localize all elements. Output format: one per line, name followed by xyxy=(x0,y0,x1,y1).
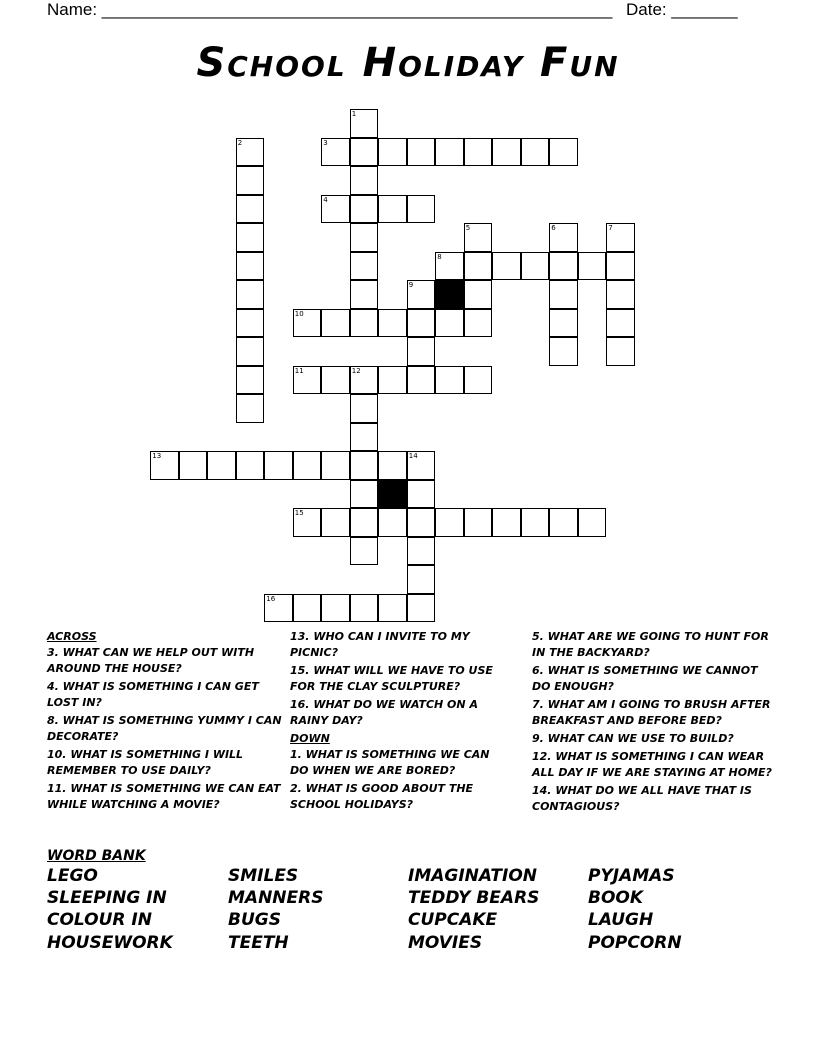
grid-cell[interactable] xyxy=(549,508,578,537)
grid-cell[interactable] xyxy=(521,138,550,167)
word-bank-word: COLOUR IN xyxy=(47,910,152,930)
grid-cell[interactable] xyxy=(549,138,578,167)
name-field[interactable]: Name: ______________________________________________________ xyxy=(47,0,613,19)
grid-cell[interactable] xyxy=(350,109,379,138)
grid-cell[interactable] xyxy=(350,537,379,566)
grid-cell[interactable] xyxy=(293,508,322,537)
word-bank-heading: WORD BANK xyxy=(47,848,146,864)
word-bank-word: SLEEPING IN xyxy=(47,888,167,908)
grid-cell[interactable] xyxy=(378,195,407,224)
clue-down-1: 1. WHAT IS SOMETHING WE CAN DO WHEN WE ARE BORED? xyxy=(290,748,490,777)
grid-cell[interactable] xyxy=(549,252,578,281)
grid-cell[interactable] xyxy=(236,195,265,224)
grid-cell[interactable] xyxy=(407,366,436,395)
clue-across-8: 8. WHAT IS SOMETHING YUMMY I CAN DECORATE? xyxy=(47,714,282,743)
grid-cell[interactable] xyxy=(549,223,578,252)
grid-cell[interactable] xyxy=(236,252,265,281)
clue-down-6: 6. WHAT IS SOMETHING WE CANNOT DO ENOUGH? xyxy=(532,664,758,693)
clue-number: 6 xyxy=(551,224,556,233)
grid-cell[interactable] xyxy=(350,594,379,623)
grid-cell[interactable] xyxy=(464,309,493,338)
grid-cell[interactable] xyxy=(464,138,493,167)
clue-number: 9 xyxy=(408,281,414,290)
grid-cell[interactable] xyxy=(150,451,179,480)
clue-number: 7 xyxy=(608,224,613,233)
grid-cell[interactable] xyxy=(435,508,464,537)
grid-cell[interactable] xyxy=(350,423,379,452)
grid-cell[interactable] xyxy=(236,309,265,338)
grid-cell[interactable] xyxy=(264,451,293,480)
grid-cell[interactable] xyxy=(492,508,521,537)
clue-down-2: 2. WHAT IS GOOD ABOUT THE SCHOOL HOLIDAYS? xyxy=(290,782,474,811)
grid-cell[interactable] xyxy=(350,252,379,281)
grid-cell[interactable] xyxy=(521,252,550,281)
grid-cell[interactable] xyxy=(407,195,436,224)
grid-cell[interactable] xyxy=(407,594,436,623)
clues-column-2 xyxy=(290,629,510,815)
grid-cell[interactable] xyxy=(435,138,464,167)
grid-cell[interactable] xyxy=(407,280,436,309)
clue-number: 4 xyxy=(323,195,328,204)
grid-cell[interactable] xyxy=(606,280,635,309)
grid-cell[interactable] xyxy=(350,138,379,167)
grid-cell[interactable] xyxy=(407,309,436,338)
grid-cell[interactable] xyxy=(236,366,265,395)
grid-cell[interactable] xyxy=(321,366,350,395)
word-bank-word: MANNERS xyxy=(228,888,324,908)
grid-cell[interactable] xyxy=(350,480,379,509)
clue-number: 1 xyxy=(351,110,357,119)
page-title: School Holiday Fun xyxy=(196,40,620,86)
clue-down-7: 7. WHAT AM I GOING TO BRUSH AFTER BREAKFAST AND BEFORE BED? xyxy=(532,698,771,727)
grid-cell[interactable] xyxy=(378,594,407,623)
grid-cell[interactable] xyxy=(321,594,350,623)
grid-cell[interactable] xyxy=(407,565,436,594)
down-heading: DOWN xyxy=(290,732,330,745)
grid-cell[interactable] xyxy=(236,337,265,366)
word-bank-word: BUGS xyxy=(228,910,281,930)
clue-number: 3 xyxy=(323,138,328,147)
clues-column-3 xyxy=(532,629,772,817)
clue-down-12: 12. WHAT IS SOMETHING I CAN WEAR ALL DAY IF WE ARE STAYING AT HOME? xyxy=(532,750,772,779)
grid-cell[interactable] xyxy=(321,508,350,537)
grid-cell[interactable] xyxy=(407,138,436,167)
grid-cell[interactable] xyxy=(464,252,493,281)
grid-cell[interactable] xyxy=(407,537,436,566)
grid-cell[interactable] xyxy=(492,252,521,281)
clue-number: 12 xyxy=(351,366,361,375)
grid-cell[interactable] xyxy=(464,508,493,537)
grid-cell[interactable] xyxy=(578,508,607,537)
grid-cell[interactable] xyxy=(606,252,635,281)
across-heading: ACROSS xyxy=(47,630,97,643)
grid-cell[interactable] xyxy=(350,166,379,195)
grid-cell[interactable] xyxy=(435,252,464,281)
grid-cell[interactable] xyxy=(321,138,350,167)
grid-cell[interactable] xyxy=(321,195,350,224)
clue-number: 16 xyxy=(266,594,276,603)
grid-cell[interactable] xyxy=(350,451,379,480)
grid-cell[interactable] xyxy=(236,223,265,252)
word-bank-word: HOUSEWORK xyxy=(47,933,173,953)
grid-cell[interactable] xyxy=(378,309,407,338)
grid-cell[interactable] xyxy=(321,309,350,338)
grid-cell[interactable] xyxy=(350,223,379,252)
clue-number: 10 xyxy=(294,309,304,318)
grid-cell[interactable] xyxy=(606,223,635,252)
clue-number: 14 xyxy=(408,452,418,461)
grid-cell[interactable] xyxy=(350,394,379,423)
grid-cell[interactable] xyxy=(407,337,436,366)
grid-cell[interactable] xyxy=(293,366,322,395)
grid-cell[interactable] xyxy=(464,223,493,252)
word-bank-word: PYJAMAS xyxy=(588,866,675,886)
clue-across-13: 13. WHO CAN I INVITE TO MY PICNIC? xyxy=(290,630,470,659)
grid-cell[interactable] xyxy=(350,195,379,224)
grid-cell[interactable] xyxy=(378,451,407,480)
grid-cell[interactable] xyxy=(350,366,379,395)
clue-down-14: 14. WHAT DO WE ALL HAVE THAT IS CONTAGIOUS? xyxy=(532,784,752,813)
grid-cell[interactable] xyxy=(407,508,436,537)
grid-cell[interactable] xyxy=(378,508,407,537)
grid-cell[interactable] xyxy=(549,337,578,366)
grid-cell[interactable] xyxy=(236,166,265,195)
grid-cell[interactable] xyxy=(293,309,322,338)
word-bank-word: BOOK xyxy=(588,888,644,908)
grid-cell[interactable] xyxy=(464,366,493,395)
grid-cell[interactable] xyxy=(350,280,379,309)
clue-number: 11 xyxy=(294,366,304,375)
grid-cell[interactable] xyxy=(236,138,265,167)
grid-cell[interactable] xyxy=(549,309,578,338)
grid-cell[interactable] xyxy=(207,451,236,480)
grid-cell[interactable] xyxy=(407,451,436,480)
black-cell xyxy=(378,480,407,509)
clue-number: 5 xyxy=(465,224,471,233)
clue-across-4: 4. WHAT IS SOMETHING I CAN GET LOST IN? xyxy=(47,680,259,709)
grid-cell[interactable] xyxy=(521,508,550,537)
grid-cell[interactable] xyxy=(549,280,578,309)
grid-cell[interactable] xyxy=(236,394,265,423)
grid-cell[interactable] xyxy=(179,451,208,480)
clue-number: 8 xyxy=(437,252,442,261)
clue-across-11: 11. WHAT IS SOMETHING WE CAN EAT WHILE WATCHING A MOVIE? xyxy=(47,782,281,811)
clue-down-9: 9. WHAT CAN WE USE TO BUILD? xyxy=(532,732,734,745)
clue-across-16: 16. WHAT DO WE WATCH ON A RAINY DAY? xyxy=(290,698,478,727)
grid-cell[interactable] xyxy=(435,366,464,395)
word-bank-word: SMILES xyxy=(228,866,299,886)
grid-cell[interactable] xyxy=(606,337,635,366)
grid-cell[interactable] xyxy=(435,309,464,338)
grid-cell[interactable] xyxy=(236,280,265,309)
grid-cell[interactable] xyxy=(264,594,293,623)
grid-cell[interactable] xyxy=(350,309,379,338)
grid-cell[interactable] xyxy=(464,280,493,309)
grid-cell[interactable] xyxy=(378,366,407,395)
grid-cell[interactable] xyxy=(293,594,322,623)
clues-column-1 xyxy=(47,629,287,815)
date-field[interactable]: Date: _______ xyxy=(626,0,738,19)
grid-cell[interactable] xyxy=(321,451,350,480)
word-bank-word: LAUGH xyxy=(588,910,654,930)
word-bank-word: LEGO xyxy=(47,866,98,886)
grid-cell[interactable] xyxy=(578,252,607,281)
grid-cell[interactable] xyxy=(236,451,265,480)
clue-number: 2 xyxy=(237,138,243,147)
word-bank-word: POPCORN xyxy=(588,933,682,953)
grid-cell[interactable] xyxy=(378,138,407,167)
grid-cell[interactable] xyxy=(407,480,436,509)
clue-across-3: 3. WHAT CAN WE HELP OUT WITH AROUND THE HOUSE? xyxy=(47,646,255,675)
black-cell xyxy=(435,280,464,309)
grid-cell[interactable] xyxy=(606,309,635,338)
word-bank-word: IMAGINATION xyxy=(408,866,538,886)
grid-cell[interactable] xyxy=(350,508,379,537)
word-bank-word: TEETH xyxy=(228,933,289,953)
word-bank-word: TEDDY BEARS xyxy=(408,888,540,908)
clue-number: 13 xyxy=(152,452,162,461)
clue-number: 15 xyxy=(294,509,304,518)
word-bank-word: MOVIES xyxy=(408,933,483,953)
grid-cell[interactable] xyxy=(492,138,521,167)
clue-down-5: 5. WHAT ARE WE GOING TO HUNT FOR IN THE BACKYARD? xyxy=(532,630,769,659)
clue-across-15: 15. WHAT WILL WE HAVE TO USE FOR THE CLAY SCULPTURE? xyxy=(290,664,493,693)
clue-across-10: 10. WHAT IS SOMETHING I WILL REMEMBER TO USE DAILY? xyxy=(47,748,244,777)
word-bank-word: CUPCAKE xyxy=(408,910,498,930)
grid-cell[interactable] xyxy=(293,451,322,480)
